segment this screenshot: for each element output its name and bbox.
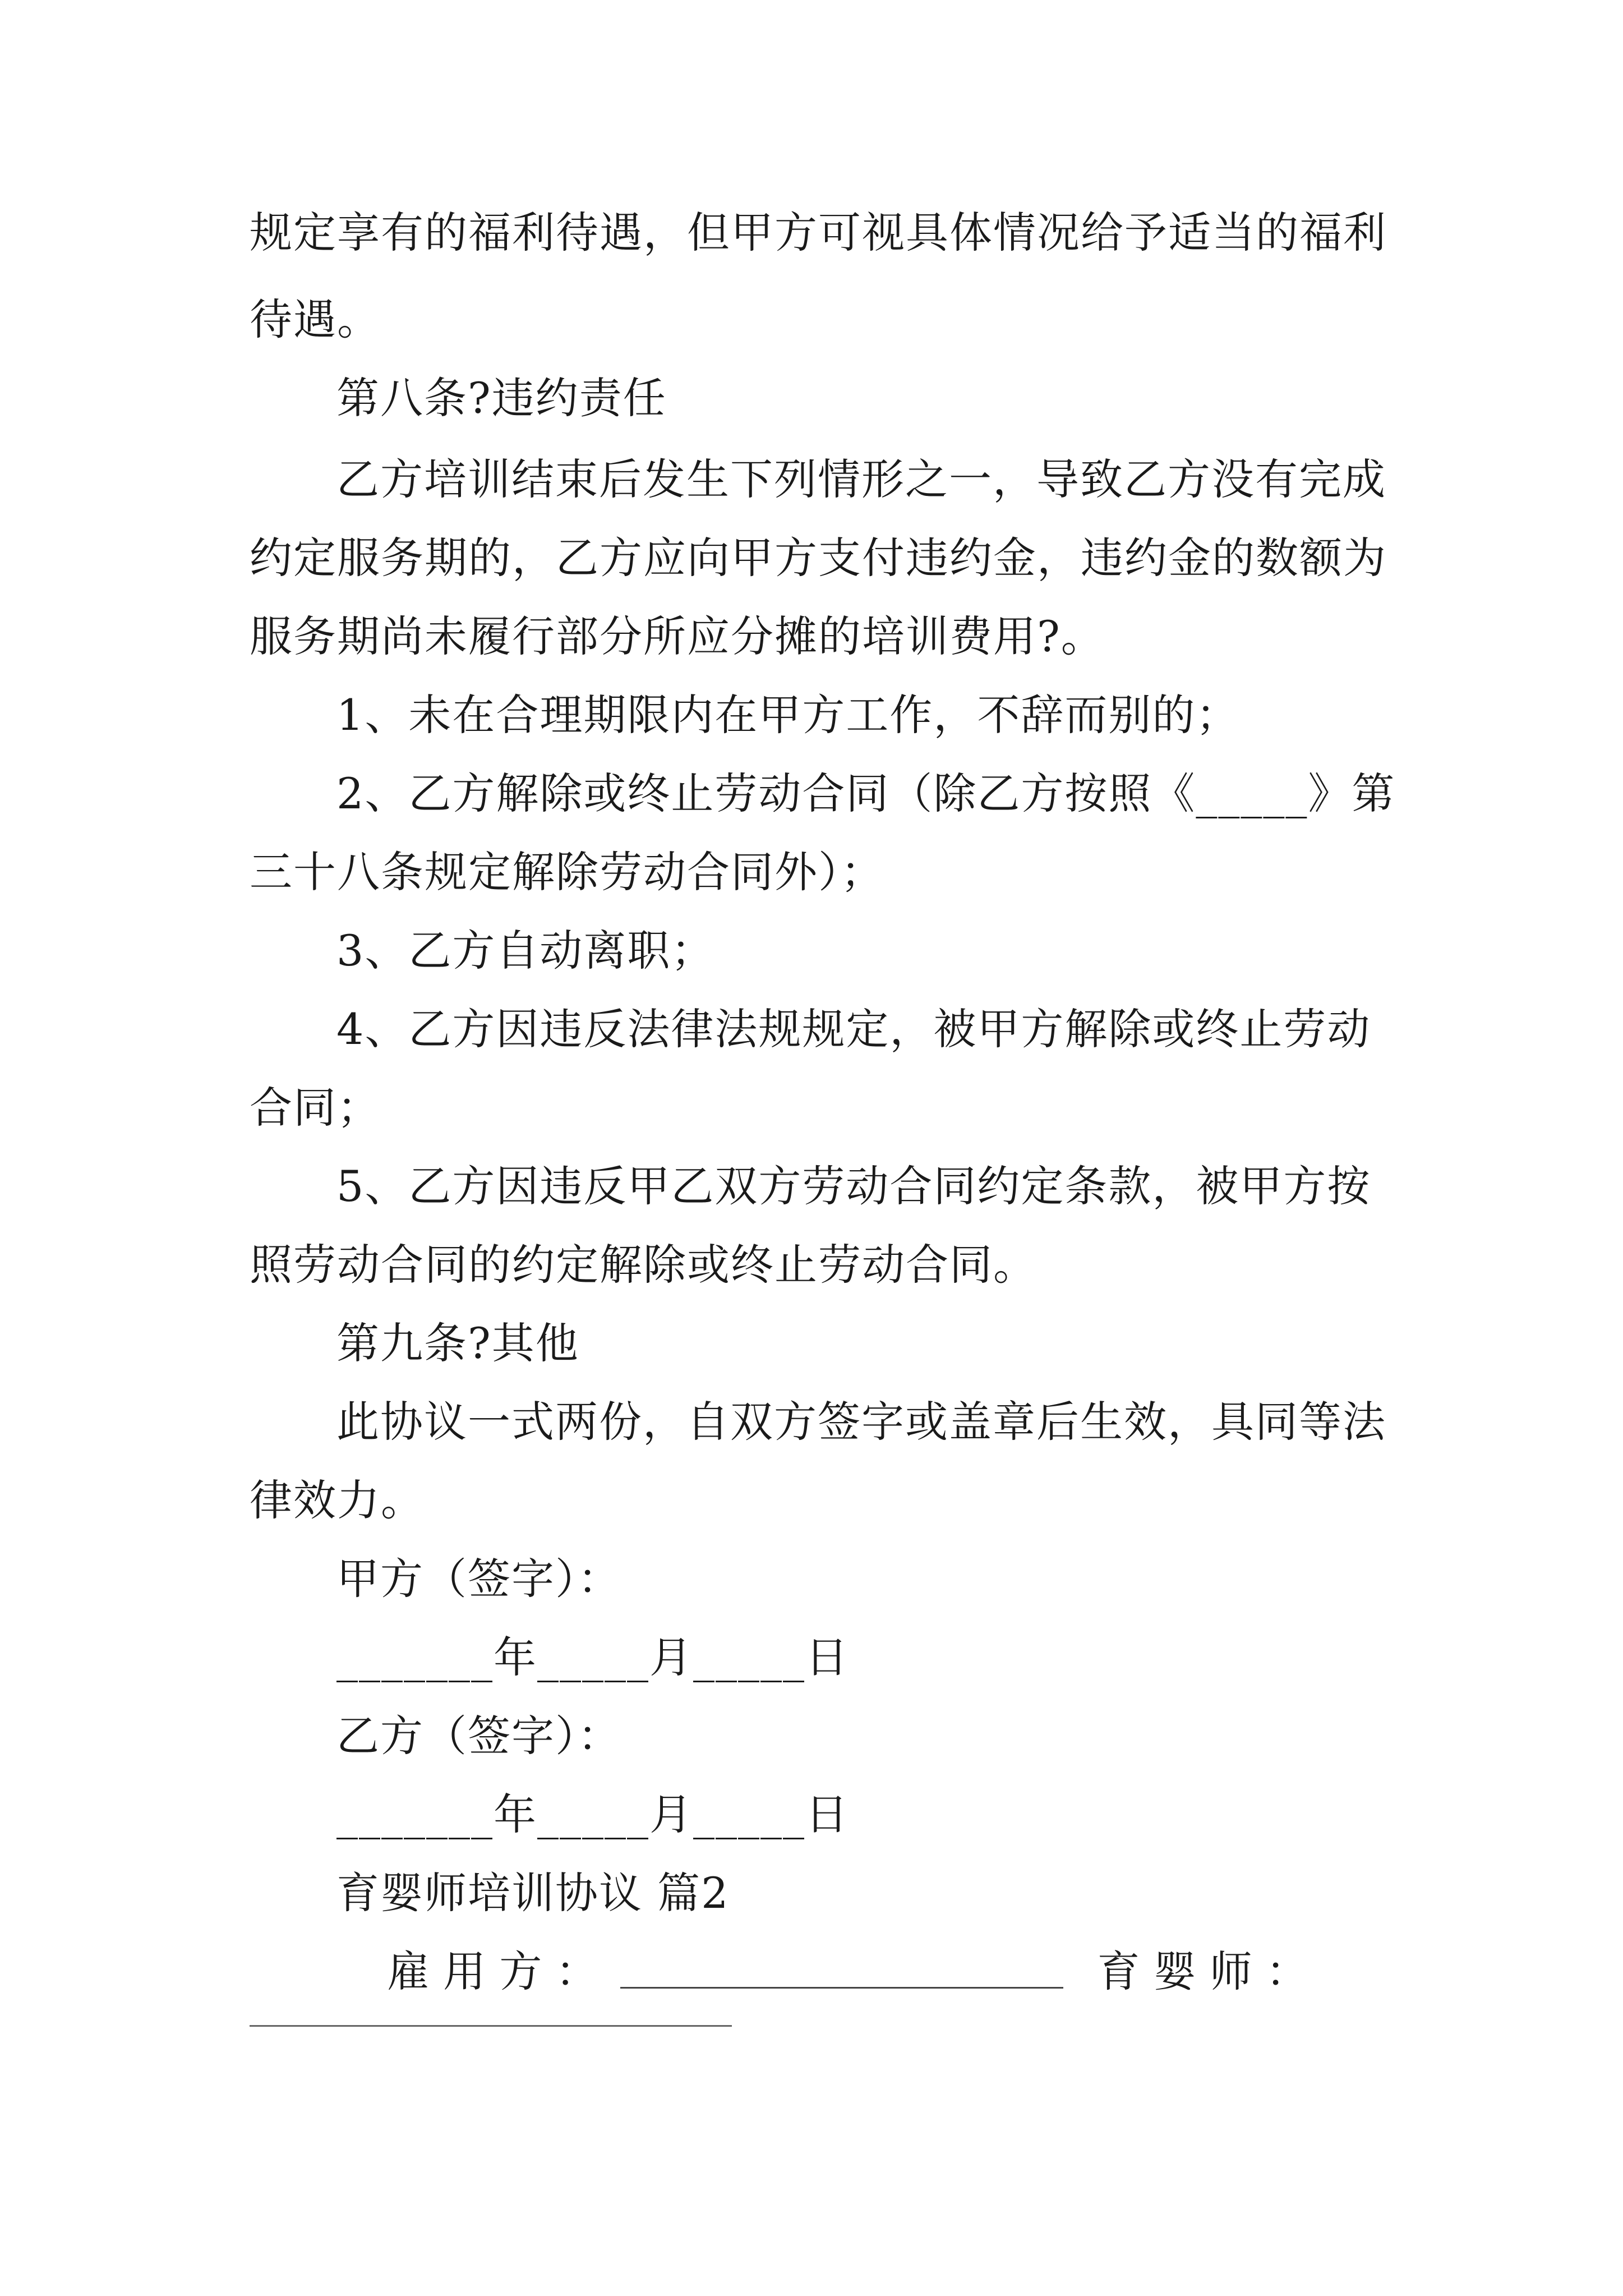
footnote-rule	[250, 2025, 732, 2027]
paragraph-line: 服务期尚未履行部分所应分摊的培训费用?。	[250, 611, 1105, 661]
signature-row	[387, 1944, 1374, 2000]
date-line: _______年_____月_____日	[336, 1632, 849, 1682]
employer-label: 雇 用 方 ：	[387, 1947, 598, 1996]
paragraph-line: 照劳动合同的约定解除或终止劳动合同。	[250, 1240, 1037, 1290]
paragraph-line: 律效力。	[250, 1475, 425, 1525]
article-heading: 第九条?其他	[336, 1318, 579, 1368]
list-item: 5、乙方因违反甲乙双方劳动合同约定条款，被甲方按	[336, 1161, 1371, 1211]
paragraph-line: 此协议一式两份，自双方签字或盖章后生效，具同等法	[336, 1397, 1386, 1447]
date-line: _______年_____月_____日	[336, 1789, 849, 1839]
list-item: 3、乙方自动离职；	[336, 926, 715, 976]
list-item: 2、乙方解除或终止劳动合同（除乙方按照《_____》第	[336, 769, 1396, 818]
employer-blank	[620, 1982, 1063, 1989]
paragraph-line: 合同；	[250, 1083, 381, 1133]
list-item: 1、未在合理期限内在甲方工作，不辞而别的；	[336, 690, 1240, 740]
section-title: 育婴师培训协议 篇2	[336, 1868, 730, 1918]
paragraph-line: 约定服务期的，乙方应向甲方支付违约金，违约金的数额为	[250, 533, 1387, 583]
paragraph-line: 乙方培训结束后发生下列情形之一，导致乙方没有完成	[336, 454, 1386, 504]
list-item: 4、乙方因违反法律法规规定，被甲方解除或终止劳动	[336, 1004, 1371, 1054]
signature-label: 乙方（签字）：	[336, 1711, 621, 1761]
paragraph-line: 待遇。	[250, 295, 381, 344]
paragraph-line: 规定享有的福利待遇，但甲方可视具体情况给予适当的福利	[250, 208, 1387, 257]
signature-label: 甲方（签字）：	[336, 1554, 621, 1604]
nanny-label: 育 婴 师 ：	[1097, 1947, 1308, 1996]
article-heading: 第八条?违约责任	[336, 373, 667, 423]
paragraph-line: 三十八条规定解除劳动合同外）；	[250, 847, 884, 897]
